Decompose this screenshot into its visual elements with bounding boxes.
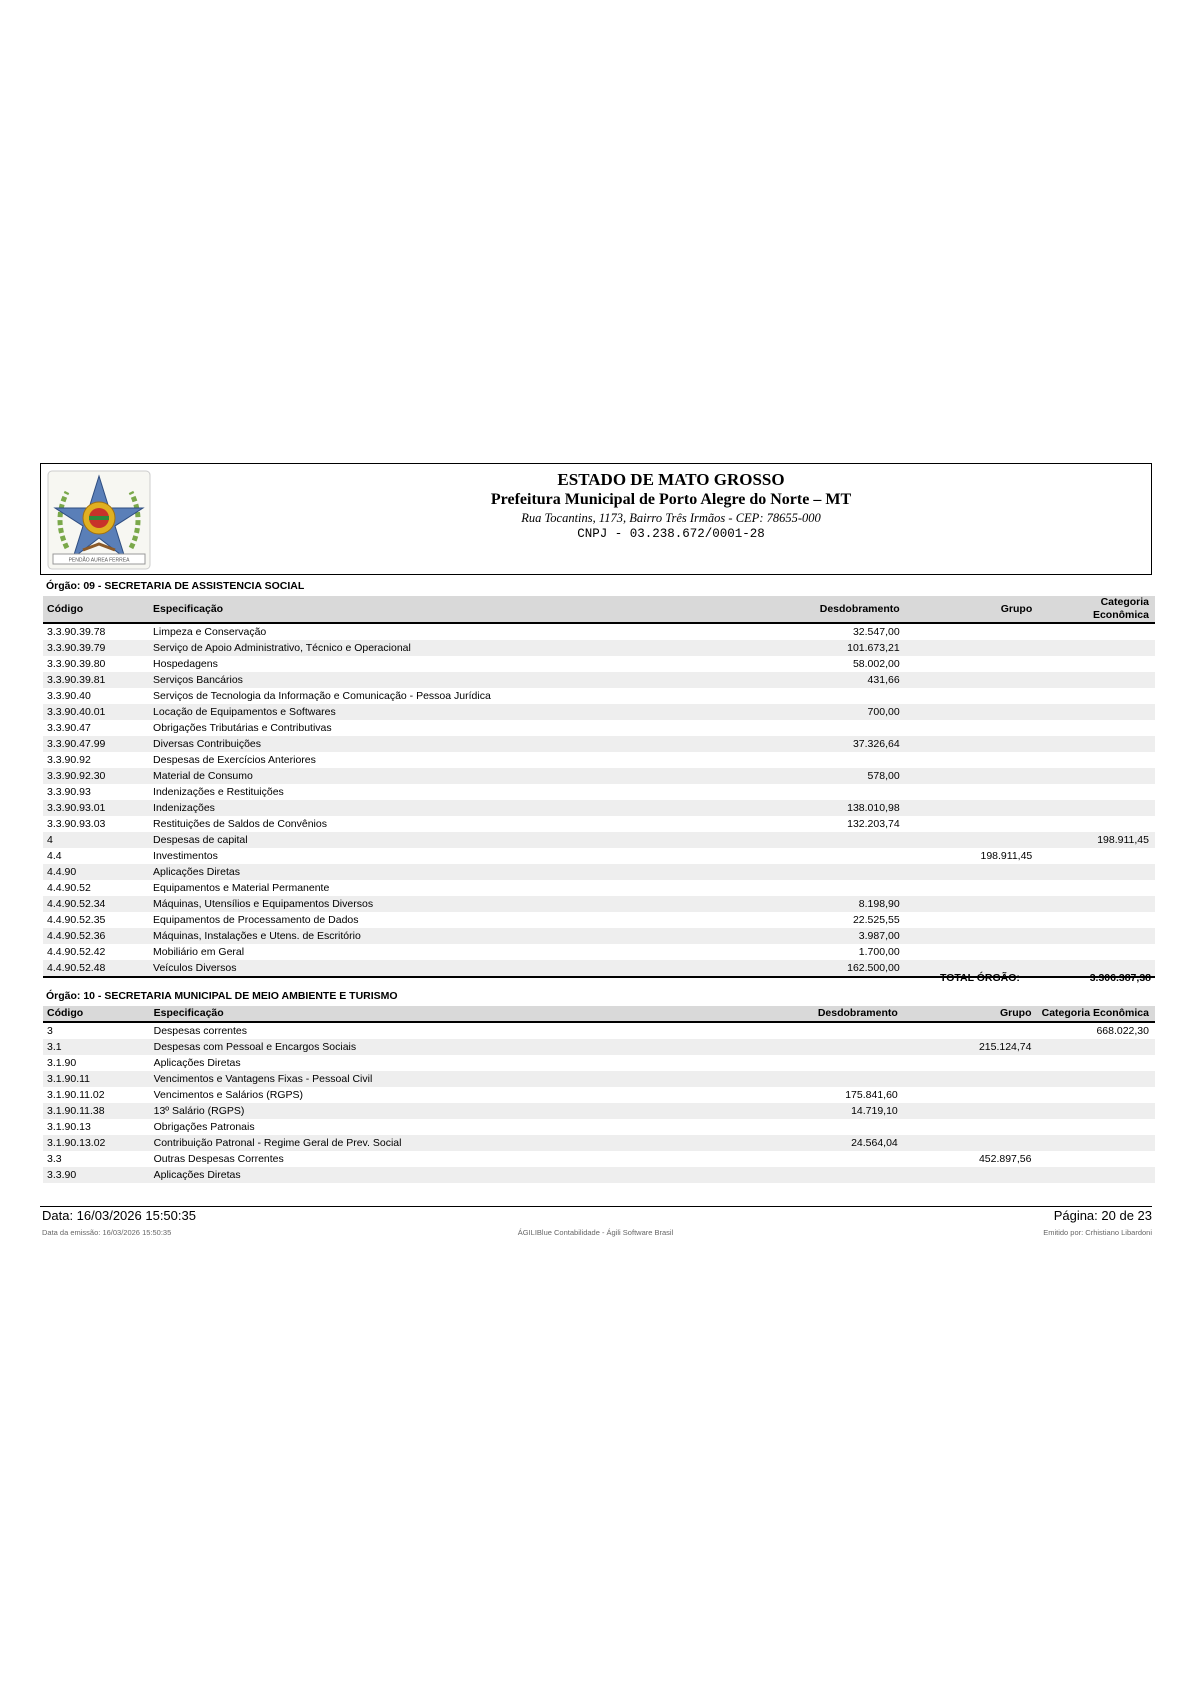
cell-grupo: 215.124,74 bbox=[904, 1039, 1038, 1055]
table-row bbox=[43, 720, 1155, 736]
cell-grupo bbox=[906, 912, 1039, 928]
cell-grupo: 198.911,45 bbox=[980, 850, 1033, 862]
cell-codigo: 3.3.90.47.99 bbox=[43, 736, 149, 752]
cell-categoria bbox=[1038, 1167, 1156, 1183]
cell-especificacao: Máquinas, Utensílios e Equipamentos Diversos bbox=[149, 896, 752, 912]
cell-desdobramento: 3.987,00 bbox=[752, 928, 905, 944]
cell-codigo: 3.3.90.47 bbox=[47, 722, 91, 734]
col-categoria: Categoria Econômica bbox=[1038, 596, 1155, 623]
cell-grupo bbox=[904, 1055, 1038, 1071]
cell-especificacao: Aplicações Diretas bbox=[153, 1057, 241, 1069]
cell-codigo: 3.1.90.11.02 bbox=[47, 1089, 105, 1101]
col-desdobramento: Desdobramento bbox=[752, 596, 905, 623]
orgao-10-title: Órgão: 10 - SECRETARIA MUNICIPAL DE MEIO AMBIENTE E TURISMO bbox=[46, 990, 398, 1002]
cell-codigo: 4.4.90 bbox=[43, 864, 149, 880]
cell-especificacao: Indenizações e Restituições bbox=[153, 786, 284, 798]
cell-especificacao: Despesas com Pessoal e Encargos Sociais bbox=[150, 1039, 750, 1055]
orgao-10-table bbox=[43, 1006, 1155, 1183]
table-row bbox=[43, 752, 1155, 768]
cell-especificacao: Indenizações bbox=[149, 800, 752, 816]
cell-grupo bbox=[906, 928, 1039, 944]
cell-categoria bbox=[1038, 1071, 1156, 1087]
table-row bbox=[43, 704, 1155, 720]
cell-grupo bbox=[906, 864, 1039, 880]
cell-desdobramento: 32.547,00 bbox=[852, 626, 900, 638]
cell-desdobramento bbox=[752, 880, 905, 896]
table-row bbox=[43, 800, 1155, 816]
cell-desdobramento: 14.719,10 bbox=[749, 1103, 903, 1119]
col-especificacao: Especificação bbox=[149, 596, 752, 623]
cell-especificacao: Outras Despesas Correntes bbox=[153, 1153, 284, 1165]
cell-categoria bbox=[1038, 640, 1155, 656]
cell-categoria bbox=[1038, 752, 1155, 768]
table-row bbox=[43, 1103, 1155, 1119]
cell-categoria bbox=[1038, 848, 1155, 864]
table-row bbox=[43, 768, 1155, 784]
table-row bbox=[43, 1135, 1155, 1151]
report-header bbox=[40, 463, 1152, 575]
cell-desdobramento bbox=[749, 1071, 903, 1087]
cell-desdobramento bbox=[749, 1151, 903, 1167]
table-row bbox=[43, 1087, 1155, 1103]
cell-grupo bbox=[906, 800, 1039, 816]
table-row bbox=[43, 1151, 1155, 1167]
cell-codigo: 3.1.90 bbox=[47, 1057, 77, 1069]
cell-grupo bbox=[906, 784, 1039, 800]
table-row bbox=[43, 928, 1155, 944]
cell-especificacao: Obrigações Patronais bbox=[153, 1121, 255, 1133]
cell-especificacao: 13º Salário (RGPS) bbox=[150, 1103, 750, 1119]
total-orgao-value: 3.306.387,38 bbox=[1089, 972, 1151, 984]
cell-codigo: 4.4.90.52.34 bbox=[43, 896, 149, 912]
cell-categoria bbox=[1038, 688, 1155, 704]
cell-grupo bbox=[906, 688, 1039, 704]
cell-desdobramento: 1.700,00 bbox=[858, 946, 900, 958]
cell-desdobramento bbox=[749, 1119, 903, 1135]
cell-codigo: 4.4 bbox=[47, 850, 62, 862]
cell-categoria bbox=[1038, 1135, 1156, 1151]
table-row bbox=[43, 672, 1155, 688]
cell-categoria bbox=[1038, 1087, 1156, 1103]
table-row bbox=[43, 1022, 1155, 1039]
cell-desdobramento: 162.500,00 bbox=[752, 960, 905, 977]
cell-codigo: 3.3.90.39.79 bbox=[43, 640, 149, 656]
cell-codigo: 4.4.90.52.36 bbox=[43, 928, 149, 944]
cell-desdobramento bbox=[752, 720, 905, 736]
cell-especificacao: Serviços de Tecnologia da Informação e Comunicação - Pessoa Jurídica bbox=[153, 690, 491, 702]
footer-emission-date: Data da emissão: 16/03/2026 15:50:35 bbox=[42, 1228, 172, 1237]
cell-categoria bbox=[1038, 672, 1155, 688]
orgao-09-title: Órgão: 09 - SECRETARIA DE ASSISTENCIA SOCIAL bbox=[46, 580, 305, 592]
cell-desdobramento bbox=[749, 1167, 903, 1183]
cell-especificacao: Material de Consumo bbox=[149, 768, 752, 784]
cell-grupo bbox=[906, 720, 1039, 736]
cell-categoria bbox=[1038, 800, 1155, 816]
cell-codigo: 3.3.90.93.01 bbox=[43, 800, 149, 816]
cell-categoria bbox=[1038, 816, 1155, 832]
cell-especificacao: Vencimentos e Salários (RGPS) bbox=[153, 1089, 304, 1101]
svg-text:PENDÃO AUREA FERREA: PENDÃO AUREA FERREA bbox=[68, 557, 130, 564]
cell-categoria bbox=[1038, 880, 1155, 896]
cell-especificacao: Diversas Contribuições bbox=[149, 736, 752, 752]
cell-codigo: 3.3.90.92.30 bbox=[43, 768, 149, 784]
cell-grupo: 452.897,56 bbox=[978, 1153, 1032, 1165]
cell-desdobramento: 8.198,90 bbox=[752, 896, 905, 912]
cell-desdobramento: 578,00 bbox=[752, 768, 905, 784]
cell-grupo bbox=[906, 816, 1039, 832]
cell-especificacao: Equipamentos de Processamento de Dados bbox=[153, 914, 359, 926]
table-row bbox=[43, 1055, 1155, 1071]
cell-codigo: 3.3.90.93.03 bbox=[47, 818, 106, 830]
cell-especificacao: Locação de Equipamentos e Softwares bbox=[149, 704, 752, 720]
cell-categoria bbox=[1038, 1103, 1156, 1119]
cell-codigo: 3.3.90.40.01 bbox=[43, 704, 149, 720]
state-title: ESTADO DE MATO GROSSO bbox=[557, 470, 785, 489]
table-row bbox=[43, 912, 1155, 928]
cell-categoria bbox=[1038, 1151, 1156, 1167]
cell-especificacao: Limpeza e Conservação bbox=[153, 626, 267, 638]
cell-grupo bbox=[904, 1135, 1038, 1151]
cell-desdobramento bbox=[752, 784, 905, 800]
cell-desdobramento: 58.002,00 bbox=[852, 658, 900, 670]
col-grupo: Grupo bbox=[904, 1006, 1038, 1022]
cell-especificacao: Aplicações Diretas bbox=[150, 1167, 750, 1183]
cell-desdobramento bbox=[749, 1055, 903, 1071]
cell-desdobramento bbox=[752, 832, 905, 848]
cell-codigo: 3.3.90.39.78 bbox=[47, 626, 106, 638]
cell-desdobramento: 138.010,98 bbox=[752, 800, 905, 816]
cell-especificacao: Restituições de Saldos de Convênios bbox=[153, 818, 327, 830]
cell-categoria bbox=[1038, 896, 1155, 912]
cell-categoria bbox=[1038, 944, 1155, 960]
cell-codigo: 3.3.90.39.81 bbox=[43, 672, 149, 688]
cell-especificacao: Serviço de Apoio Administrativo, Técnico e Operacional bbox=[149, 640, 752, 656]
footer-divider bbox=[40, 1206, 1152, 1207]
cell-desdobramento: 37.326,64 bbox=[752, 736, 905, 752]
cell-desdobramento bbox=[752, 752, 905, 768]
table-row bbox=[43, 640, 1155, 656]
table-row bbox=[43, 816, 1155, 832]
footer-date: Data: 16/03/2026 15:50:35 bbox=[42, 1208, 196, 1223]
table-row bbox=[43, 784, 1155, 800]
table-row bbox=[43, 848, 1155, 864]
cell-desdobramento bbox=[752, 864, 905, 880]
cell-grupo bbox=[904, 1103, 1038, 1119]
table-row bbox=[43, 656, 1155, 672]
orgao-09-table bbox=[43, 596, 1155, 978]
cell-desdobramento bbox=[752, 848, 905, 864]
cell-categoria bbox=[1038, 912, 1155, 928]
total-orgao-label: TOTAL ÓRGÃO: bbox=[940, 972, 1020, 984]
cell-categoria bbox=[1038, 720, 1155, 736]
cell-grupo bbox=[906, 896, 1039, 912]
cell-especificacao: Aplicações Diretas bbox=[149, 864, 752, 880]
cell-codigo: 3.3.90 bbox=[43, 1167, 150, 1183]
cell-categoria bbox=[1038, 928, 1155, 944]
cell-codigo: 3 bbox=[47, 1025, 53, 1037]
table-row bbox=[43, 864, 1155, 880]
cell-especificacao: Hospedagens bbox=[153, 658, 218, 670]
cell-grupo bbox=[906, 640, 1039, 656]
cell-desdobramento: 700,00 bbox=[752, 704, 905, 720]
cell-categoria: 198.911,45 bbox=[1038, 832, 1155, 848]
cell-categoria bbox=[1038, 784, 1155, 800]
cell-codigo: 4.4.90.52.48 bbox=[43, 960, 149, 977]
col-especificacao: Especificação bbox=[150, 1006, 750, 1022]
cell-codigo: 3.1.90.13 bbox=[47, 1121, 91, 1133]
footer-emitted-by: Emitido por: Crhistiano Libardoni bbox=[1043, 1228, 1152, 1237]
cell-desdobramento: 22.525,55 bbox=[852, 914, 900, 926]
cell-especificacao: Vencimentos e Vantagens Fixas - Pessoal Civil bbox=[150, 1071, 750, 1087]
cell-desdobramento: 24.564,04 bbox=[749, 1135, 903, 1151]
cell-especificacao: Equipamentos e Material Permanente bbox=[153, 882, 330, 894]
cell-grupo bbox=[904, 1071, 1038, 1087]
cell-desdobramento: 132.203,74 bbox=[847, 818, 900, 830]
cell-categoria bbox=[1038, 1039, 1156, 1055]
cell-especificacao: Contribuição Patronal - Regime Geral de Prev. Social bbox=[150, 1135, 750, 1151]
cell-grupo bbox=[904, 1119, 1038, 1135]
cell-especificacao: Despesas de capital bbox=[149, 832, 752, 848]
cell-grupo bbox=[904, 1167, 1038, 1183]
cell-especificacao: Despesas de Exercícios Anteriores bbox=[153, 754, 316, 766]
cell-categoria bbox=[1038, 768, 1155, 784]
cell-especificacao: Mobiliário em Geral bbox=[153, 946, 245, 958]
cell-grupo bbox=[904, 1022, 1038, 1039]
cell-desdobramento bbox=[749, 1039, 903, 1055]
cell-grupo bbox=[906, 704, 1039, 720]
cell-categoria bbox=[1038, 1055, 1156, 1071]
cell-especificacao: Obrigações Tributárias e Contributivas bbox=[153, 722, 332, 734]
cell-codigo: 3.3.90.40 bbox=[47, 690, 91, 702]
col-codigo: Código bbox=[43, 1006, 150, 1022]
cell-grupo bbox=[906, 944, 1039, 960]
col-codigo: Código bbox=[43, 596, 149, 623]
cell-codigo: 3.3.90.39.80 bbox=[47, 658, 106, 670]
cell-codigo: 3.1 bbox=[43, 1039, 150, 1055]
cell-codigo: 3.1.90.11.38 bbox=[43, 1103, 150, 1119]
table-row bbox=[43, 623, 1155, 640]
cell-categoria bbox=[1038, 656, 1155, 672]
cell-codigo: 4.4.90.52.35 bbox=[47, 914, 106, 926]
cell-grupo bbox=[906, 656, 1039, 672]
cell-desdobramento: 175.841,60 bbox=[845, 1089, 898, 1101]
cell-grupo bbox=[904, 1087, 1038, 1103]
cell-codigo: 3.3.90.93 bbox=[47, 786, 91, 798]
cell-grupo bbox=[906, 736, 1039, 752]
cell-grupo bbox=[906, 880, 1039, 896]
cell-desdobramento: 431,66 bbox=[752, 672, 905, 688]
table-row bbox=[43, 880, 1155, 896]
table-row bbox=[43, 944, 1155, 960]
table-row bbox=[43, 1071, 1155, 1087]
col-grupo: Grupo bbox=[906, 596, 1039, 623]
cell-codigo: 4.4.90.52.42 bbox=[47, 946, 106, 958]
cell-codigo: 3.1.90.11 bbox=[43, 1071, 150, 1087]
cell-especificacao: Despesas correntes bbox=[153, 1025, 248, 1037]
table-row bbox=[43, 1039, 1155, 1055]
cell-codigo: 4 bbox=[43, 832, 149, 848]
table-row bbox=[43, 832, 1155, 848]
cell-codigo: 3.1.90.13.02 bbox=[43, 1135, 150, 1151]
cell-desdobramento bbox=[752, 688, 905, 704]
cell-desdobramento bbox=[749, 1022, 903, 1039]
table-row bbox=[43, 1167, 1155, 1183]
footer-software: ÁGILIBlue Contabilidade - Ágili Software Brasil bbox=[517, 1228, 674, 1237]
cell-categoria bbox=[1038, 864, 1155, 880]
cnpj: CNPJ - 03.238.672/0001-28 bbox=[577, 527, 765, 541]
table-row bbox=[43, 688, 1155, 704]
cell-codigo: 3.3 bbox=[47, 1153, 62, 1165]
cell-especificacao: Investimentos bbox=[153, 850, 218, 862]
cell-especificacao: Serviços Bancários bbox=[149, 672, 752, 688]
col-categoria: Categoria Econômica bbox=[1038, 1006, 1156, 1022]
cell-grupo bbox=[906, 768, 1039, 784]
cell-grupo bbox=[906, 623, 1039, 640]
cell-codigo: 4.4.90.52 bbox=[47, 882, 91, 894]
cell-especificacao: Veículos Diversos bbox=[149, 960, 752, 977]
table-row bbox=[43, 736, 1155, 752]
municipality-title: Prefeitura Municipal de Porto Alegre do Norte – MT bbox=[490, 491, 852, 508]
cell-categoria bbox=[1038, 736, 1155, 752]
col-desdobramento: Desdobramento bbox=[749, 1006, 903, 1022]
cell-grupo bbox=[906, 752, 1039, 768]
cell-grupo bbox=[906, 832, 1039, 848]
cell-categoria bbox=[1038, 704, 1155, 720]
footer-page-number: Página: 20 de 23 bbox=[1053, 1208, 1152, 1223]
cell-desdobramento: 101.673,21 bbox=[752, 640, 905, 656]
table-row bbox=[43, 896, 1155, 912]
cell-categoria bbox=[1038, 623, 1155, 640]
cell-grupo bbox=[906, 672, 1039, 688]
cell-categoria: 668.022,30 bbox=[1096, 1025, 1149, 1037]
cell-especificacao: Máquinas, Instalações e Utens. de Escritório bbox=[149, 928, 752, 944]
cell-categoria bbox=[1038, 1119, 1156, 1135]
address: Rua Tocantins, 1173, Bairro Três Irmãos - CEP: 78655-000 bbox=[521, 511, 821, 525]
table-row bbox=[43, 1119, 1155, 1135]
cell-codigo: 3.3.90.92 bbox=[47, 754, 91, 766]
